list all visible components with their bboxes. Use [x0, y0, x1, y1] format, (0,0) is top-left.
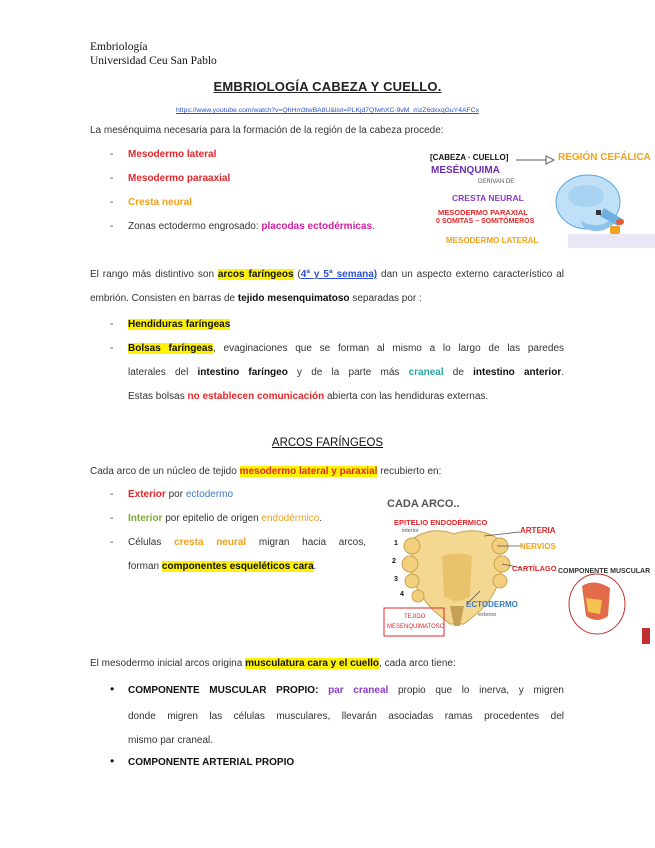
muscle-head-icon: [569, 574, 650, 644]
fig2-cartilago-label: CARTÍLAGO: [512, 564, 557, 573]
page-title: EMBRIOLOGÍA CABEZA Y CUELLO.: [213, 79, 442, 94]
separator-item-2-line2: laterales del intestino faríngeo y de la parte más craneal de intestino anterior.: [128, 367, 564, 378]
origin-label: Mesodermo lateral: [128, 149, 217, 160]
fig2-nervios-label: NERVIOS: [520, 542, 556, 551]
origin-item-1: - Mesodermo lateral: [110, 149, 217, 160]
arcos-highlight: arcos faríngeos: [217, 269, 294, 280]
layer-item-1: - Exterior por ectodermo: [110, 489, 234, 500]
hendiduras-highlight: Hendiduras faríngeas: [128, 319, 231, 330]
header-subject: Embriología: [90, 41, 148, 53]
layer-item-2: - Interior por epitelio de origen endodérmico.: [110, 513, 323, 524]
fig1-paraxial-label: MESODERMO PARAXIAL: [438, 208, 528, 217]
fig2-tejido-label-2: MESENQUIMATOSO: [387, 624, 445, 630]
fig1-box-label: [CABEZA · CUELLO]: [430, 153, 509, 162]
fig2-interior-label: interior: [402, 528, 419, 534]
fig1-region-label: REGIÓN CEFÁLICA: [558, 152, 651, 163]
fig1-cresta-label: CRESTA NEURAL: [452, 193, 524, 203]
fig1-derivan-label: DERIVAN DE:: [478, 179, 516, 185]
component-item-1: • COMPONENTE MUSCULAR PROPIO: par craneal propio que lo inerva, y migren: [110, 682, 564, 696]
fig2-exterior-label: exterior: [478, 612, 497, 618]
fig2-number-4: 4: [400, 591, 404, 598]
musculatura-highlight: musculatura cara y el cuello: [245, 658, 380, 669]
fig2-epitelio-label: EPITELIO ENDODÉRMICO: [394, 518, 488, 527]
component-item-1-line3: mismo par craneal.: [128, 735, 214, 746]
component-item-2: • COMPONENTE ARTERIAL PROPIO: [110, 754, 295, 768]
origin-label: Mesodermo paraaxial: [128, 173, 231, 184]
paragraph-cada-arco: Cada arco de un núcleo de tejido mesodermo lateral y paraxial recubierto en:: [90, 466, 442, 477]
separator-item-1: - Hendiduras faríngeas: [110, 319, 231, 330]
placodas-highlight: placodas ectodérmicas: [261, 221, 373, 232]
separator-item-2-line3: Estas bolsas no establecen comunicación abierta con las hendiduras externas.: [128, 391, 489, 402]
section-title-arcos: ARCOS FARÍNGEOS: [271, 437, 384, 449]
fig2-ectodermo-label: ECTODERMO: [466, 600, 518, 609]
separator-item-2: - Bolsas faríngeas, evaginaciones que se forman al mismo a lo largo de las paredes: [110, 343, 564, 354]
layer-item-3: - Células cresta neural migran hacia arcos,: [110, 537, 366, 548]
component-item-1-line2: donde migren las células musculares, llevarán asociadas ramas procedentes del: [128, 711, 564, 722]
fig2-number-1: 1: [394, 540, 398, 547]
paragraph-mesodermo-inicial: El mesodermo inicial arcos origina musculatura cara y el cuello, cada arco tiene:: [90, 658, 456, 669]
fig2-title: CADA ARCO..: [387, 498, 460, 510]
arch-diagram-icon: [384, 531, 522, 636]
fig1-somitas-label: 0 SOMITAS – SOMITÓMEROS: [436, 218, 535, 225]
paragraph-arcos: El rango más distintivo son arcos faríngeos (4ª y 5ª semana) dan un aspecto externo característico al embrión. Consisten en barras de tejido mesenquimatoso separadas por :: [90, 269, 565, 304]
origin-item-4: - Zonas ectodermo engrosado: placodas ectodérmicas.: [110, 221, 375, 232]
fig1-lateral-label: MESODERMO LATERAL: [446, 236, 539, 245]
origin-label: Cresta neural: [128, 197, 192, 208]
header-university: Universidad Ceu San Pablo: [90, 55, 217, 67]
mesodermo-highlight: mesodermo lateral y paraxial: [239, 466, 378, 477]
figure-cabeza-cuello: [428, 150, 655, 248]
video-link[interactable]: https://www.youtube.com/watch?v=QhHm3twBA8U&list=PLKjd7QfwhXC-9vM_mzZ6dxxqGuY4AFCx: [176, 107, 479, 114]
fig1-mesenquima-label: MESÉNQUIMA: [431, 165, 500, 176]
origin-item-2: - Mesodermo paraaxial: [110, 173, 231, 184]
document-header: [90, 40, 217, 68]
fig2-tejido-label-1: TEJIDO: [404, 614, 426, 620]
layer-item-3-line2: forman componentes esqueléticos cara.: [128, 561, 317, 572]
fig2-arteria-label: ARTERIA: [520, 526, 556, 535]
fig2-number-2: 2: [392, 558, 396, 565]
semana-highlight: 4ª y 5ª semana): [300, 269, 378, 280]
intro-paragraph: La mesénquima necesaria para la formación de la región de la cabeza procede:: [90, 125, 444, 136]
fig2-number-3: 3: [394, 576, 398, 583]
origin-item-3: - Cresta neural: [110, 197, 192, 208]
tejido-highlight: tejido mesenquimatoso: [237, 293, 350, 304]
fig2-componente-label: COMPONENTE MUSCULAR: [558, 568, 651, 575]
bolsas-highlight: Bolsas faríngeas: [128, 343, 214, 354]
figure-cada-arco: [372, 496, 655, 646]
